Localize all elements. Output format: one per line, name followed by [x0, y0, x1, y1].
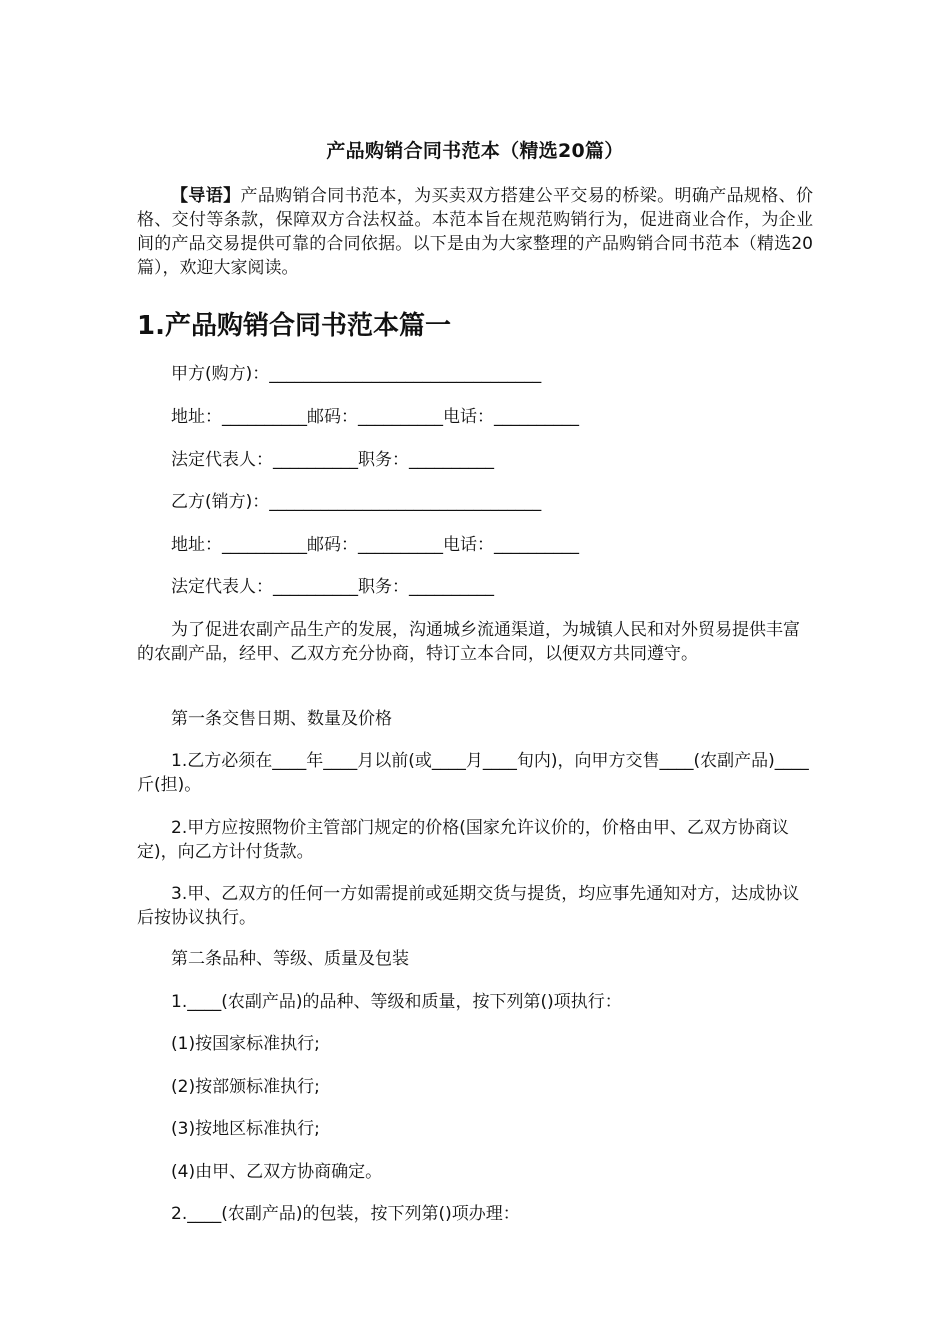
article-2-item-2: 2.____(农副产品)的包装，按下列第()项办理： — [171, 1204, 520, 1224]
standard-option-1: (1)按国家标准执行; — [171, 1034, 320, 1054]
party-a-name: 甲方(购方)：________________________________ — [171, 364, 542, 384]
article-1-item-1: 1.乙方必须在____年____月以前(或____月____旬内)，向甲方交售____(农副产品)____斤(担)。 — [137, 751, 809, 795]
intro-text: 产品购销合同书范本，为买卖双方搭建公平交易的桥梁。明确产品规格、价格、交付等条款，保障双方合法权益。本范本旨在规范购销行为，促进商业合作，为企业间的产品交易提供可靠的合同依据。以下是由为大家整理的产品购销合同书范本（精选20篇），欢迎大家阅读。 — [137, 186, 814, 278]
standard-option-2: (2)按部颁标准执行; — [171, 1077, 320, 1097]
intro-lead: 【导语】 — [171, 186, 241, 206]
party-b-representative: 法定代表人：__________职务：__________ — [171, 577, 494, 597]
article-1-item-3: 3.甲、乙双方的任何一方如需提前或延期交货与提货，均应事先通知对方，达成协议后按协议执行。 — [137, 884, 800, 928]
preamble-paragraph: 为了促进农副产品生产的发展，沟通城乡流通渠道，为城镇人民和对外贸易提供丰富的农副产品，经甲、乙双方充分协商，特订立本合同，以便双方共同遵守。 — [137, 620, 800, 664]
article-2-heading: 第二条品种、等级、质量及包装 — [171, 949, 409, 969]
party-b-contact: 地址：__________邮码：__________电话：__________ — [171, 535, 579, 555]
party-a-representative: 法定代表人：__________职务：__________ — [171, 450, 494, 470]
article-1-heading: 第一条交售日期、数量及价格 — [171, 709, 392, 729]
intro-paragraph — [137, 184, 813, 280]
article-1-item-2: 2.甲方应按照物价主管部门规定的价格(国家允许议价的，价格由甲、乙双方协商议定)，向乙方计付货款。 — [137, 818, 789, 862]
section-heading: 1.产品购销合同书范本篇一 — [137, 311, 451, 341]
article-2-item-1: 1.____(农副产品)的品种、等级和质量，按下列第()项执行： — [171, 992, 622, 1012]
party-a-contact: 地址：__________邮码：__________电话：__________ — [171, 407, 579, 427]
document-title: 产品购销合同书范本（精选20篇） — [326, 140, 624, 162]
standard-option-3: (3)按地区标准执行; — [171, 1119, 320, 1139]
standard-option-4: (4)由甲、乙双方协商确定。 — [171, 1162, 383, 1182]
party-b-name: 乙方(销方)：________________________________ — [171, 492, 542, 512]
